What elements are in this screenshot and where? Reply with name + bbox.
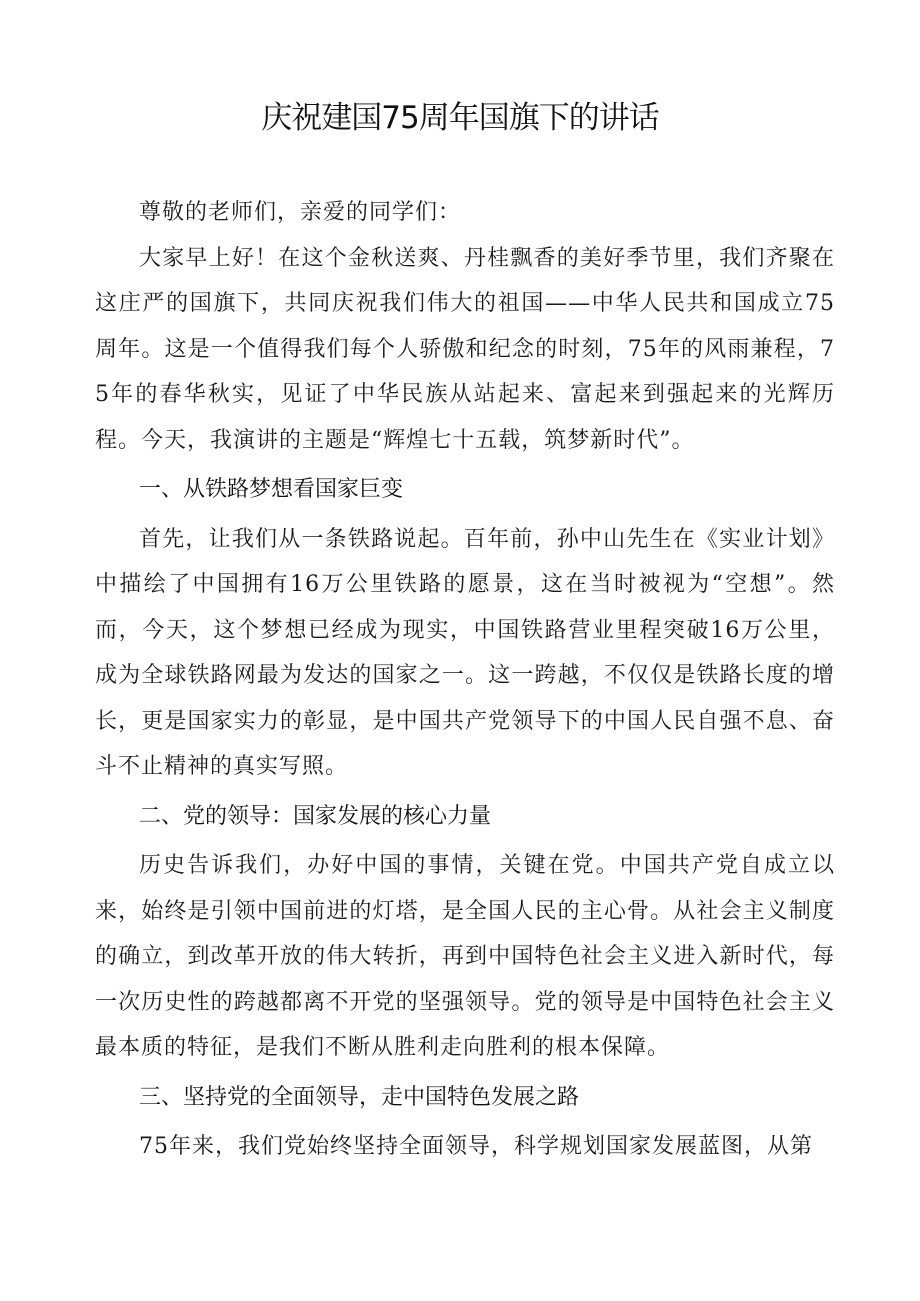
document-title: 庆祝建国75周年国旗下的讲话 [261, 100, 659, 136]
section-heading-1: 一、从铁路梦想看国家巨变 [139, 477, 404, 502]
greeting-paragraph: 尊敬的老师们，亲爱的同学们： [139, 200, 462, 225]
document-body [95, 190, 835, 1170]
section-paragraph-1: 首先，让我们从一条铁路说起。百年前，孙中山先生在《实业计划》中描绘了中国拥有16万公里铁路的愿景，这在当时被视为“空想”。然而，今天，这个梦想已经成为现实，中国铁路营业里程突破16万公里，成为全球铁路网最为发达的国家之一。这一跨越，不仅仅是铁路长度的增长，更是国家实力的彰显，是中国共产党领导下的中国人民自强不息、奋斗不止精神的真实写照。 [95, 526, 835, 779]
section-heading-2: 二、党的领导：国家发展的核心力量 [139, 803, 492, 829]
section-heading-3: 三、坚持党的全面领导，走中国特色发展之路 [139, 1084, 580, 1110]
section-paragraph-3: 75年来，我们党始终坚持全面领导，科学规划国家发展蓝图，从第 [139, 1134, 813, 1159]
section-paragraph-2: 历史告诉我们，办好中国的事情，关键在党。中国共产党自成立以来，始终是引领中国前进的灯塔，是全国人民的主心骨。从社会主义制度的确立，到改革开放的伟大转折，再到中国特色社会主义进入新时代，每一次历史性的跨越都离不开党的坚强领导。党的领导是中国特色社会主义最本质的特征，是我们不断从胜利走向胜利的根本保障。 [95, 853, 835, 1060]
intro-paragraph: 大家早上好！在这个金秋送爽、丹桂飘香的美好季节里，我们齐聚在这庄严的国旗下，共同庆祝我们伟大的祖国——中华人民共和国成立75周年。这是一个值得我们每个人骄傲和纪念的时刻，75年的风雨兼程，75年的春华秋实，见证了中华民族从站起来、富起来到强起来的光辉历程。今天，我演讲的主题是“辉煌七十五载，筑梦新时代”。 [95, 245, 835, 453]
